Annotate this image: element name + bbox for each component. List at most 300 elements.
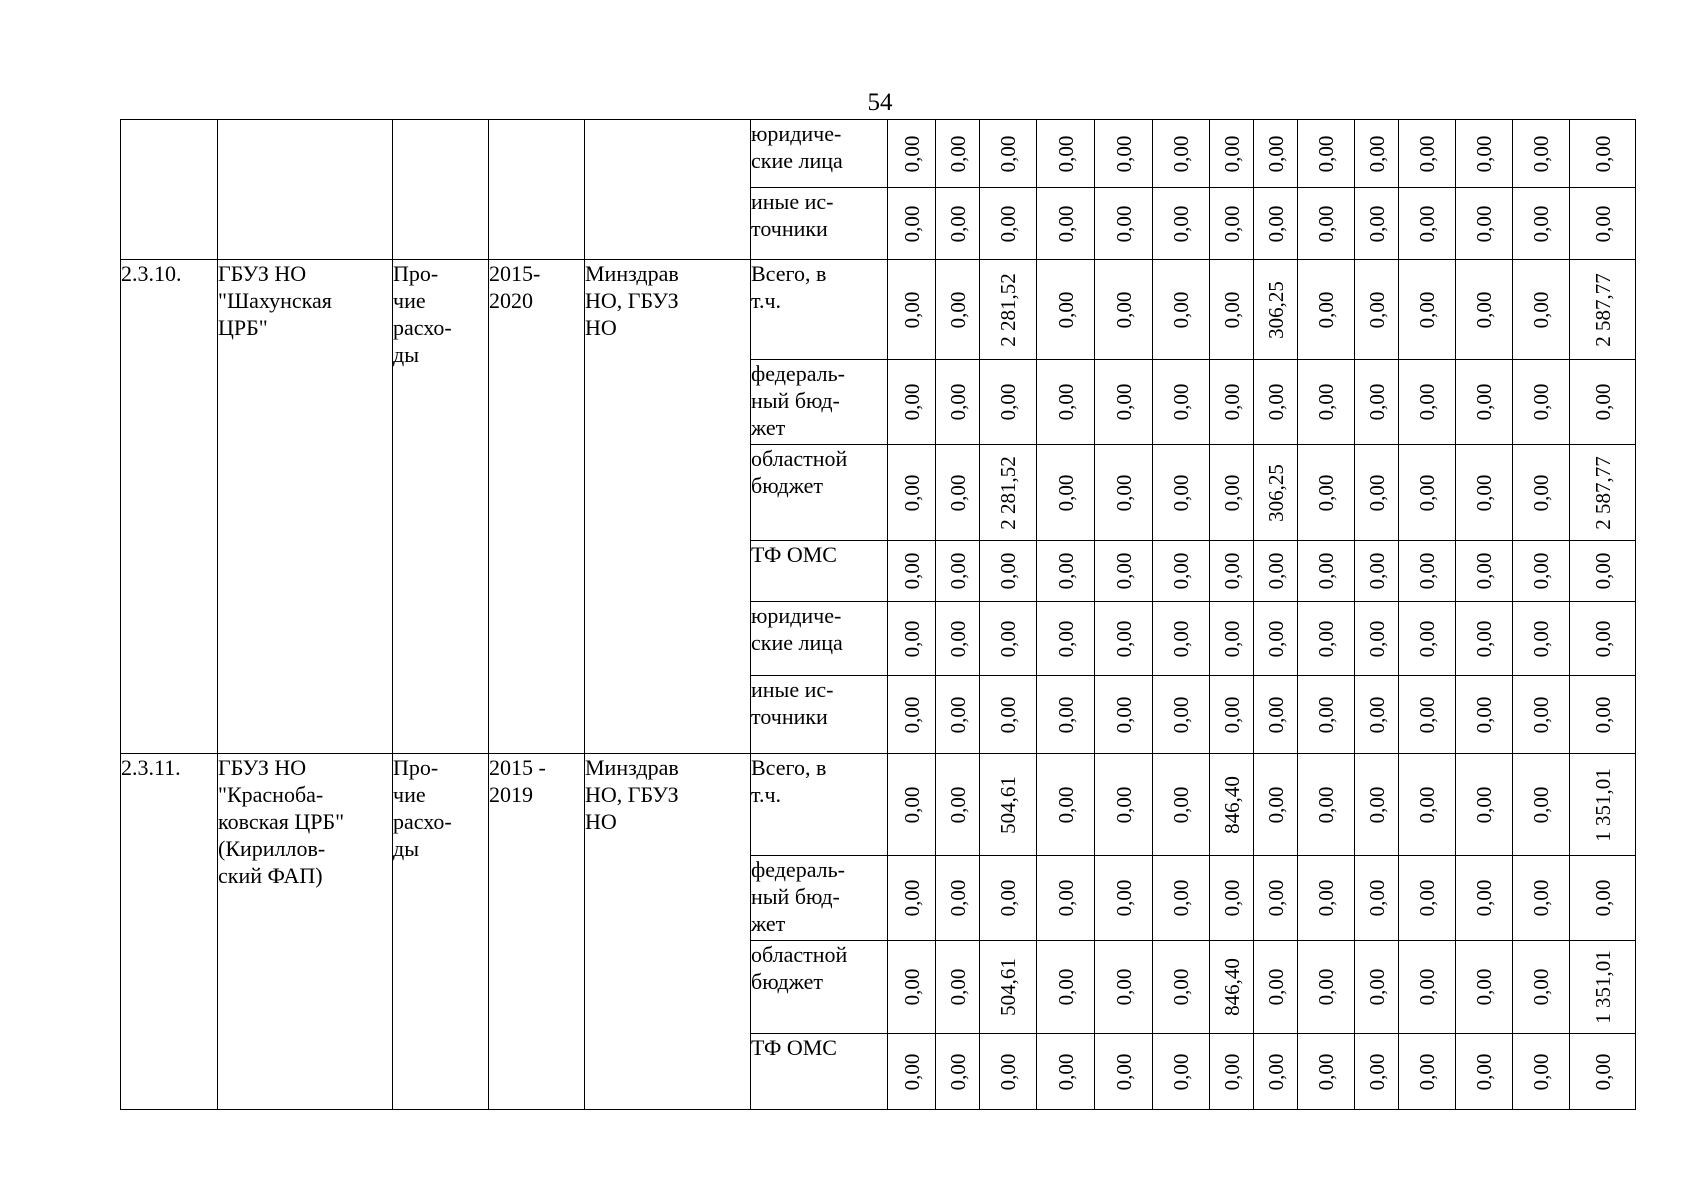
value-cell — [1254, 120, 1298, 188]
value-cell — [1570, 754, 1636, 856]
value-cell — [1095, 856, 1153, 941]
value-cell — [1399, 602, 1456, 676]
value-text: 0,00 — [899, 968, 924, 1006]
value-cell — [1399, 754, 1456, 856]
value-text: 0,00 — [1472, 968, 1496, 1006]
value-text: 0,00 — [996, 696, 1020, 733]
item-number-cell — [121, 120, 218, 260]
value-text: 0,00 — [1053, 879, 1078, 917]
value-text: 0,00 — [1053, 383, 1078, 421]
value-cell — [1298, 1034, 1355, 1110]
value-text: 0,00 — [1169, 135, 1193, 172]
value-text: 0,00 — [1472, 552, 1496, 590]
value-text: 0,00 — [1314, 786, 1338, 823]
value-cell — [1153, 360, 1210, 445]
value-cell — [1570, 541, 1636, 602]
value-cell — [1513, 856, 1570, 941]
value-text: 0,00 — [1219, 474, 1244, 511]
value-cell — [1254, 941, 1298, 1034]
value-text: 0,00 — [1053, 620, 1078, 657]
value-text: 0,00 — [1111, 135, 1136, 172]
budget-table — [120, 119, 1636, 1110]
value-cell — [1037, 754, 1095, 856]
value-cell — [1095, 754, 1153, 856]
value-text: 1 351,01 — [1590, 950, 1615, 1024]
value-cell — [936, 941, 980, 1034]
value-cell — [1037, 941, 1095, 1034]
value-text: 0,00 — [1415, 552, 1439, 590]
value-cell — [1298, 541, 1355, 602]
value-cell — [1456, 541, 1513, 602]
value-text: 0,00 — [945, 552, 970, 590]
value-text: 0,00 — [899, 474, 924, 511]
value-cell — [1210, 676, 1254, 754]
item-name-cell: ГБУЗ НО "Шахунская ЦРБ" — [218, 260, 393, 754]
value-cell — [1355, 754, 1399, 856]
value-cell — [980, 1034, 1037, 1110]
value-cell — [1456, 445, 1513, 541]
value-cell — [1513, 360, 1570, 445]
value-text: 0,00 — [1263, 383, 1288, 421]
value-text: 0,00 — [1529, 383, 1553, 421]
value-text: 0,00 — [1053, 552, 1078, 590]
value-text: 0,00 — [1219, 291, 1244, 328]
value-cell — [1254, 676, 1298, 754]
value-text: 846,40 — [1219, 775, 1244, 834]
value-cell — [1456, 856, 1513, 941]
value-text: 0,00 — [1529, 1053, 1553, 1090]
value-text: 0,00 — [1364, 205, 1389, 242]
value-cell — [1153, 856, 1210, 941]
value-cell — [1153, 541, 1210, 602]
value-text: 0,00 — [1111, 620, 1136, 657]
value-cell — [1513, 602, 1570, 676]
value-text: 0,00 — [1364, 135, 1389, 172]
value-cell — [980, 856, 1037, 941]
value-cell — [1210, 188, 1254, 260]
value-cell — [1254, 260, 1298, 360]
value-cell — [1298, 445, 1355, 541]
value-cell — [1456, 120, 1513, 188]
value-text: 0,00 — [1529, 135, 1553, 172]
value-cell — [1399, 941, 1456, 1034]
value-text: 0,00 — [1314, 1053, 1338, 1090]
funding-source-cell: федераль- ный бюд- жет — [751, 856, 888, 941]
value-cell — [1355, 1034, 1399, 1110]
value-text: 0,00 — [1219, 552, 1244, 590]
value-cell — [1210, 445, 1254, 541]
value-text: 0,00 — [1169, 786, 1193, 823]
value-cell — [1153, 260, 1210, 360]
value-cell — [1210, 1034, 1254, 1110]
value-cell — [1210, 754, 1254, 856]
value-cell — [980, 445, 1037, 541]
value-cell — [1399, 1034, 1456, 1110]
item-name-cell — [218, 120, 393, 260]
value-text: 0,00 — [1314, 291, 1338, 328]
value-cell — [1355, 260, 1399, 360]
period-cell: 2015- 2020 — [489, 260, 585, 754]
value-cell — [1355, 541, 1399, 602]
value-cell — [1399, 260, 1456, 360]
value-text: 0,00 — [1415, 205, 1439, 242]
value-cell — [1355, 360, 1399, 445]
value-text: 0,00 — [1263, 1053, 1288, 1090]
item-number-cell: 2.3.10. — [121, 260, 218, 754]
value-cell — [936, 445, 980, 541]
value-cell — [936, 260, 980, 360]
value-text: 0,00 — [1053, 291, 1078, 328]
funding-source-cell: иные ис- точники — [751, 188, 888, 260]
value-cell — [1513, 445, 1570, 541]
value-cell — [1254, 188, 1298, 260]
value-cell — [888, 856, 936, 941]
value-text: 0,00 — [899, 696, 924, 733]
value-text: 0,00 — [945, 696, 970, 733]
value-cell — [888, 602, 936, 676]
value-cell — [980, 360, 1037, 445]
value-cell — [1570, 1034, 1636, 1110]
value-text: 0,00 — [1472, 383, 1496, 421]
value-text: 0,00 — [1472, 696, 1496, 733]
row-legal — [121, 120, 1636, 188]
value-cell — [1095, 541, 1153, 602]
value-cell — [1095, 360, 1153, 445]
value-text: 0,00 — [1472, 620, 1496, 657]
value-cell — [1210, 541, 1254, 602]
value-cell — [1210, 360, 1254, 445]
value-text: 0,00 — [1111, 1053, 1136, 1090]
value-cell — [1153, 1034, 1210, 1110]
value-text: 0,00 — [899, 552, 924, 590]
value-cell — [1095, 260, 1153, 360]
value-text: 0,00 — [1053, 1053, 1078, 1090]
value-text: 0,00 — [899, 205, 924, 242]
value-cell — [1298, 360, 1355, 445]
value-cell — [980, 941, 1037, 1034]
funding-source-cell: областной бюджет — [751, 941, 888, 1034]
value-text: 0,00 — [1219, 1053, 1244, 1090]
value-cell — [1037, 541, 1095, 602]
value-cell — [1210, 941, 1254, 1034]
value-text: 306,25 — [1263, 280, 1288, 339]
value-cell — [1095, 602, 1153, 676]
value-text: 0,00 — [1314, 879, 1338, 917]
value-text: 0,00 — [945, 879, 970, 917]
value-cell — [1095, 120, 1153, 188]
value-text: 0,00 — [1219, 620, 1244, 657]
value-cell — [1037, 120, 1095, 188]
value-cell — [1210, 260, 1254, 360]
value-text: 0,00 — [1053, 968, 1078, 1006]
value-cell — [1095, 188, 1153, 260]
value-text: 0,00 — [1472, 205, 1496, 242]
value-text: 0,00 — [945, 786, 970, 823]
value-cell — [1355, 120, 1399, 188]
value-cell — [888, 941, 936, 1034]
value-text: 306,25 — [1263, 463, 1288, 522]
expense-type-cell: Про- чие расхо- ды — [393, 754, 489, 1110]
value-cell — [1210, 856, 1254, 941]
value-cell — [888, 1034, 936, 1110]
value-text: 0,00 — [1219, 135, 1244, 172]
value-text: 0,00 — [945, 291, 970, 328]
value-cell — [1399, 676, 1456, 754]
value-cell — [1298, 676, 1355, 754]
value-cell — [1513, 541, 1570, 602]
value-text: 0,00 — [1219, 696, 1244, 733]
value-cell — [1298, 120, 1355, 188]
value-cell — [980, 188, 1037, 260]
value-text: 0,00 — [899, 879, 924, 917]
value-cell — [1254, 602, 1298, 676]
value-text: 0,00 — [1590, 135, 1615, 172]
value-text: 504,61 — [996, 958, 1020, 1016]
value-cell — [980, 260, 1037, 360]
value-cell — [1570, 445, 1636, 541]
executor-cell: Минздрав НО, ГБУЗ НО — [585, 260, 751, 754]
value-cell — [1570, 260, 1636, 360]
value-text: 0,00 — [1529, 696, 1553, 733]
value-cell — [1037, 856, 1095, 941]
value-cell — [1298, 602, 1355, 676]
value-text: 0,00 — [1415, 620, 1439, 657]
value-cell — [1513, 188, 1570, 260]
value-text: 0,00 — [1111, 786, 1136, 823]
executor-cell: Минздрав НО, ГБУЗ НО — [585, 754, 751, 1110]
funding-source-cell: юридиче- ские лица — [751, 120, 888, 188]
value-cell — [1254, 754, 1298, 856]
value-text: 0,00 — [1111, 383, 1136, 421]
expense-type-cell: Про- чие расхо- ды — [393, 260, 489, 754]
value-text: 0,00 — [1314, 474, 1338, 511]
value-cell — [936, 602, 980, 676]
value-text: 0,00 — [1364, 474, 1389, 511]
value-cell — [1456, 602, 1513, 676]
value-cell — [1254, 856, 1298, 941]
value-cell — [1095, 1034, 1153, 1110]
value-text: 0,00 — [996, 552, 1020, 590]
row-total — [121, 754, 1636, 856]
value-cell — [888, 541, 936, 602]
value-cell — [1355, 856, 1399, 941]
value-text: 0,00 — [996, 879, 1020, 917]
value-text: 0,00 — [1169, 1053, 1193, 1090]
value-text: 0,00 — [945, 968, 970, 1006]
value-text: 0,00 — [1364, 968, 1389, 1006]
value-cell — [1570, 856, 1636, 941]
value-cell — [1210, 120, 1254, 188]
value-cell — [936, 754, 980, 856]
funding-source-cell: ТФ ОМС — [751, 1034, 888, 1110]
value-text: 0,00 — [1590, 696, 1615, 733]
value-text: 0,00 — [1263, 205, 1288, 242]
value-text: 2 281,52 — [996, 272, 1020, 347]
value-text: 0,00 — [1111, 474, 1136, 511]
value-text: 0,00 — [1169, 552, 1193, 590]
value-cell — [1399, 445, 1456, 541]
value-text: 0,00 — [1364, 552, 1389, 590]
value-text: 0,00 — [1314, 205, 1338, 242]
value-text: 0,00 — [1263, 620, 1288, 657]
value-cell — [1298, 941, 1355, 1034]
value-cell — [1153, 120, 1210, 188]
value-text: 0,00 — [1364, 1053, 1389, 1090]
value-cell — [1456, 941, 1513, 1034]
value-cell — [1456, 360, 1513, 445]
value-cell — [980, 120, 1037, 188]
value-text: 0,00 — [1169, 696, 1193, 733]
value-text: 0,00 — [1111, 552, 1136, 590]
value-cell — [888, 120, 936, 188]
value-text: 0,00 — [1472, 786, 1496, 823]
value-text: 0,00 — [1169, 383, 1193, 421]
value-text: 0,00 — [1364, 383, 1389, 421]
value-text: 0,00 — [1472, 135, 1496, 172]
value-text: 0,00 — [1219, 879, 1244, 917]
value-text: 1 351,01 — [1590, 767, 1615, 842]
value-cell — [1037, 260, 1095, 360]
value-cell — [1298, 856, 1355, 941]
value-cell — [1254, 445, 1298, 541]
value-cell — [1153, 188, 1210, 260]
value-text: 0,00 — [1590, 552, 1615, 590]
value-text: 0,00 — [1169, 474, 1193, 511]
value-text: 0,00 — [1590, 383, 1615, 421]
value-text: 0,00 — [1314, 552, 1338, 590]
value-cell — [1399, 188, 1456, 260]
value-text: 0,00 — [1219, 383, 1244, 421]
value-cell — [1153, 445, 1210, 541]
value-text: 0,00 — [1169, 205, 1193, 242]
value-cell — [1037, 188, 1095, 260]
value-text: 0,00 — [1529, 786, 1553, 823]
value-cell — [1513, 120, 1570, 188]
value-text: 0,00 — [1415, 968, 1439, 1006]
value-text: 0,00 — [1219, 205, 1244, 242]
value-text: 0,00 — [1314, 968, 1338, 1006]
value-text: 0,00 — [899, 786, 924, 823]
value-text: 0,00 — [1472, 1053, 1496, 1090]
value-text: 0,00 — [1314, 135, 1338, 172]
value-cell — [1153, 754, 1210, 856]
value-text: 0,00 — [1263, 135, 1288, 172]
value-text: 0,00 — [996, 135, 1020, 172]
value-cell — [1570, 120, 1636, 188]
value-cell — [1254, 541, 1298, 602]
value-text: 0,00 — [899, 135, 924, 172]
value-text: 0,00 — [1529, 968, 1553, 1006]
item-name-cell: ГБУЗ НО "Краснoба- ковская ЦРБ" (Кириллов- ский ФАП) — [218, 754, 393, 1110]
value-text: 0,00 — [1314, 383, 1338, 421]
value-cell — [1153, 941, 1210, 1034]
value-cell — [980, 602, 1037, 676]
page-number: 54 — [867, 89, 893, 116]
value-text: 0,00 — [996, 383, 1020, 421]
value-text: 0,00 — [1529, 620, 1553, 657]
value-cell — [1355, 602, 1399, 676]
value-text: 0,00 — [1111, 968, 1136, 1006]
value-cell — [936, 676, 980, 754]
value-cell — [888, 754, 936, 856]
funding-source-cell: Всего, в т.ч. — [751, 260, 888, 360]
value-text: 0,00 — [1314, 696, 1338, 733]
value-text: 0,00 — [1415, 474, 1439, 511]
value-text: 0,00 — [1053, 696, 1078, 733]
value-cell — [1570, 676, 1636, 754]
value-text: 0,00 — [1415, 383, 1439, 421]
value-text: 0,00 — [1169, 968, 1193, 1006]
value-text: 0,00 — [945, 474, 970, 511]
value-cell — [1037, 1034, 1095, 1110]
value-cell — [1456, 754, 1513, 856]
value-cell — [1570, 188, 1636, 260]
value-cell — [1355, 941, 1399, 1034]
value-text: 0,00 — [996, 205, 1020, 242]
value-cell — [888, 260, 936, 360]
funding-source-cell: ТФ ОМС — [751, 541, 888, 602]
value-cell — [1456, 188, 1513, 260]
funding-source-cell: иные ис- точники — [751, 676, 888, 754]
value-text: 0,00 — [1263, 696, 1288, 733]
value-text: 0,00 — [1529, 474, 1553, 511]
value-cell — [1456, 676, 1513, 754]
value-cell — [1355, 445, 1399, 541]
value-cell — [1399, 856, 1456, 941]
value-cell — [1298, 188, 1355, 260]
value-cell — [1254, 1034, 1298, 1110]
value-text: 0,00 — [945, 383, 970, 421]
value-cell — [1037, 445, 1095, 541]
value-cell — [1355, 188, 1399, 260]
value-text: 0,00 — [945, 135, 970, 172]
value-cell — [1513, 1034, 1570, 1110]
period-cell: 2015 - 2019 — [489, 754, 585, 1110]
value-text: 0,00 — [1364, 786, 1389, 823]
value-cell — [888, 360, 936, 445]
value-text: 0,00 — [996, 620, 1020, 657]
value-text: 0,00 — [1263, 552, 1288, 590]
value-cell — [1095, 445, 1153, 541]
value-text: 0,00 — [1263, 786, 1288, 823]
value-cell — [1570, 941, 1636, 1034]
value-text: 0,00 — [1415, 135, 1439, 172]
value-text: 0,00 — [1364, 620, 1389, 657]
value-cell — [1095, 941, 1153, 1034]
value-text: 0,00 — [1529, 552, 1553, 590]
value-cell — [1037, 602, 1095, 676]
value-cell — [1355, 676, 1399, 754]
value-cell — [936, 856, 980, 941]
value-cell — [1254, 360, 1298, 445]
value-cell — [936, 1034, 980, 1110]
value-cell — [888, 676, 936, 754]
funding-source-cell: федераль- ный бюд- жет — [751, 360, 888, 445]
item-number-cell: 2.3.11. — [121, 754, 218, 1110]
value-text: 0,00 — [945, 620, 970, 657]
value-text: 0,00 — [1472, 291, 1496, 328]
expense-type-cell — [393, 120, 489, 260]
value-text: 0,00 — [1053, 474, 1078, 511]
row-total — [121, 260, 1636, 360]
value-cell — [980, 676, 1037, 754]
value-cell — [980, 541, 1037, 602]
value-cell — [936, 120, 980, 188]
value-text: 0,00 — [1415, 879, 1439, 917]
value-text: 0,00 — [1529, 879, 1553, 917]
value-text: 0,00 — [1590, 879, 1615, 917]
value-text: 2 587,77 — [1590, 455, 1615, 530]
